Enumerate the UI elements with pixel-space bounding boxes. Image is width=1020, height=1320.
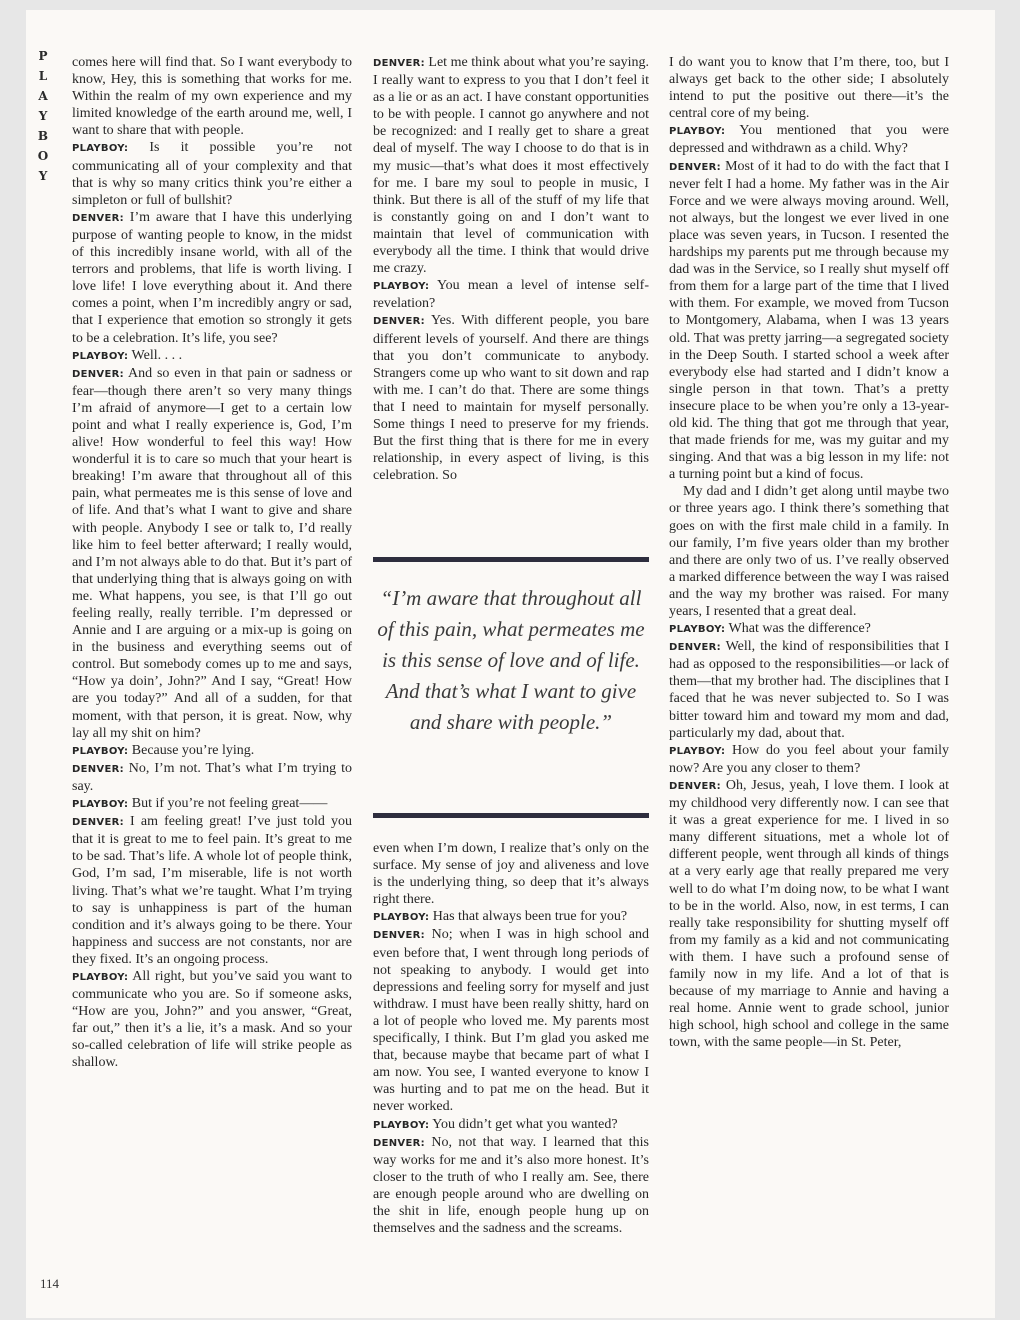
- speaker-label: DENVER:: [72, 212, 124, 224]
- magazine-page: [26, 10, 995, 1318]
- paragraph: [72, 347, 352, 365]
- speaker-label: PLAYBOY:: [72, 350, 129, 362]
- speaker-label: PLAYBOY:: [669, 745, 726, 757]
- paragraph: [72, 54, 352, 139]
- paragraph-text: You didn’t get what you wanted?: [429, 1116, 618, 1132]
- speaker-label: PLAYBOY:: [72, 799, 129, 811]
- text-column-3: [669, 54, 949, 1051]
- paragraph: [72, 742, 352, 760]
- paragraph-text: You mean a level of intense self-revelation?: [373, 278, 649, 312]
- speaker-label: PLAYBOY:: [669, 624, 726, 636]
- paragraph: [669, 54, 949, 122]
- paragraph: [669, 122, 949, 157]
- paragraph: [373, 312, 649, 484]
- text-column-2-top: [373, 54, 649, 484]
- paragraph-text: Because you’re lying.: [128, 742, 255, 758]
- speaker-label: PLAYBOY:: [373, 1119, 430, 1131]
- speaker-label: DENVER:: [72, 368, 124, 380]
- paragraph: [669, 158, 949, 484]
- paragraph-text: Has that always been true for you?: [429, 909, 628, 925]
- paragraph-text: How do you feel about your family now? Are you any closer to them?: [669, 742, 949, 776]
- masthead-letter: Y: [38, 169, 48, 183]
- paragraph: [669, 483, 949, 620]
- pull-quote: “I’m aware that throughout all of this pain, what permeates me is this sense of love and of life. And that’s what I want to give and share with people.”: [377, 586, 645, 734]
- paragraph: [373, 54, 649, 277]
- paragraph: [72, 139, 352, 208]
- paragraph-text: comes here will find that. So I want everybody to know, Hey, this is something that works for me. Within the realm of my own experience and my limited knowledge of the earth around me, well, I want to share that with people.: [72, 55, 352, 139]
- paragraph: [72, 795, 352, 813]
- paragraph: [669, 620, 949, 638]
- paragraph-text: All right, but you’ve said you want to communicate who you are. So if someone asks, “How are you, John?” and you answer, “Great, far out,” then it’s a lie, it’s a mask. And so your so-called celebration of life will strike people as shallow.: [72, 968, 352, 1071]
- paragraph-text: Well, the kind of responsibilities that I had as opposed to the responsibilities—or lack of them—that my brother had. The disciplines that I faced that he was never subjected to. So I was bitter toward him and toward my mom and dad, particularly my dad, about that.: [669, 639, 949, 741]
- masthead-letter: P: [38, 49, 48, 63]
- speaker-label: DENVER:: [373, 316, 425, 328]
- paragraph-text: Most of it had to do with the fact that I never felt I had a home. My father was in the Air Force and we were always moving around. Well, not always, but the longest we ever lived in one place was seven years, in Tucson. I resented the hardships my parents put me through because my dad was in the Service, so I really shut myself off from them for a large part of the time that I lived with them. For example, we moved from Tucson to Montgomery, Alabama, when I was 13 years old. That was pretty jarring—a segregated society in the Deep South. I started school a week after everybody else had started and I didn’t know a single person in that town. That’s a pretty insecure place to be when you’re only a 13-year-old kid. The thing that got me through that year, that made friends for me, was my guitar and my singing. And that was a big lesson in my life: not a turning point but a kind of focus.: [669, 158, 949, 483]
- masthead-letter: Y: [38, 109, 48, 123]
- paragraph: [373, 1116, 649, 1134]
- paragraph-text: I am feeling great! I’ve just told you that it is great to me to feel pain. It’s great to me to be sad. That’s life. A whole lot of people think, God, I’m sad, I’m miserable, life is not worth living. That’s what we’re taught. What I’m trying to say is unhappiness is part of the human condition and it’s always going to be there. Your happiness and success are not constants, nor are they fixed. It’s an ongoing process.: [72, 814, 352, 967]
- masthead-letter: B: [37, 129, 49, 143]
- paragraph: [669, 742, 949, 777]
- paragraph-text: But if you’re not feeling great——: [128, 796, 328, 812]
- page-number: 114: [40, 1276, 60, 1291]
- masthead-letter: L: [38, 69, 48, 83]
- pull-quote-rule-top: [373, 557, 649, 562]
- speaker-label: PLAYBOY:: [72, 971, 129, 983]
- paragraph-text: I do want you to know that I’m there, too, but I always get back to the other side; I absolutely intend to put the positive out there—it’s the central core of my being.: [669, 55, 949, 122]
- pull-quote-rule-bottom: [373, 813, 649, 818]
- paragraph: [669, 638, 949, 742]
- speaker-label: PLAYBOY:: [72, 745, 129, 757]
- text-column-2-bottom: [373, 840, 649, 1237]
- masthead-vertical: [36, 46, 50, 186]
- paragraph: [669, 777, 949, 1052]
- paragraph-text: And so even in that pain or sadness or fear—though there aren’t so very many things I’m afraid of anymore—I get to a certain low point and what I really experience is, God, I’m alive! How wonderful to feel this way! How wonderful it is to care so much that your heart is breaking! I’m aware that throughout all of this pain, what permeates me is this sense of love and of life. And that’s what I want to give and share with people. Anybody I see or talk to, I’d really like him to feel better afterward; I really would, and I’m not always able to do that. But it’s part of that underlying thing that is always going on with me. What happens, you see, is that I’ll go out feeling really, really terrible. I’m depressed or Annie and I are arguing or a mix-up is going on in the business and everything seems out of control. But somebody comes up to me and says, “How ya doin’, John?” And I say, “Great! How are you today?” And all of a sudden, for that moment, with that person, it is great. Now, why lay all my shit on him?: [72, 365, 352, 741]
- paragraph-text: Well. . . .: [128, 347, 183, 363]
- paragraph-text: No, not that way. I learned that this way works for me and it’s also more honest. It’s closer to the truth of who I really am. See, there are enough people around who are dwelling on the shit in life, enough people hung up on themselves and the sadness and the screams.: [373, 1134, 649, 1237]
- paragraph: [373, 840, 649, 908]
- text-column-1: [72, 54, 352, 1072]
- speaker-label: PLAYBOY:: [373, 912, 430, 924]
- paragraph-text: Is it possible you’re not communicating all of your complexity and that that is why so many critics think you’re either a simpleton or full of bullshit?: [72, 140, 352, 208]
- paragraph: [373, 926, 649, 1115]
- speaker-label: DENVER:: [669, 161, 721, 173]
- speaker-label: PLAYBOY:: [72, 143, 129, 155]
- paragraph-text: You mentioned that you were depressed and withdrawn as a child. Why?: [669, 123, 949, 157]
- paragraph-text: even when I’m down, I realize that’s only on the surface. My sense of joy and aliveness and love is the underlying thing, so deep that it’s always right there.: [373, 841, 649, 908]
- paragraph: [72, 365, 352, 742]
- masthead-letter: A: [38, 89, 48, 103]
- speaker-label: DENVER:: [72, 817, 124, 829]
- masthead-letter: O: [37, 149, 49, 163]
- speaker-label: DENVER:: [373, 1137, 425, 1149]
- pull-quote-block: [373, 557, 649, 821]
- paragraph-text: Oh, Jesus, yeah, I love them. I look at my childhood very differently now. I can see that it was a great experience for me. I lived in so many different situations, met a whole lot of different people, went through all kinds of things at a very early age that really prepared me very well to do what I’m doing now, to be what I want to be in the world. Also, now, in est terms, I can really take responsibility for shutting myself off from my family as a kid and not communicating with them. I have such a profound sense of family now in my life. And a lot of that is because of my marriage to Annie and having a real home. Annie went to grade school, junior high school, high school and college in the same town, with the same people—in St. Peter,: [669, 777, 949, 1051]
- paragraph-text: I’m aware that I have this underlying purpose of wanting people to know, in the midst of this incredibly insane world, with all of the terrors and problems, that life is worth living. I love life! I love everything about it. And there comes a point, when I’m incredibly angry or sad, that I experience that emotion so strongly it gets to be a celebration. It’s life, you see?: [72, 209, 352, 346]
- paragraph-text: My dad and I didn’t get along until maybe two or three years ago. I think there’s something that goes on with the first male child in a family. In our family, I’m five years older than my brother and there are only two of us. I’ve really observed a marked difference between the way I was raised and the way my brother was raised. For many years, I resented that a great deal.: [669, 484, 949, 619]
- paragraph-text: What was the difference?: [725, 621, 871, 637]
- speaker-label: PLAYBOY:: [669, 126, 726, 138]
- paragraph: [373, 908, 649, 926]
- speaker-label: DENVER:: [72, 763, 124, 775]
- speaker-label: PLAYBOY:: [373, 281, 430, 293]
- speaker-label: DENVER:: [373, 58, 425, 69]
- speaker-label: DENVER:: [373, 930, 425, 942]
- paragraph-text: Yes. With different people, you bare different levels of yourself. And there are things that you don’t communicate to anybody. Strangers come up who want to sit down and rap with me. I can’t do that. There are some things that I need to maintain for myself personally. Some things I need to preserve for my friends. But the first thing that is there for me in every relationship, in every aspect of living, is this celebration. So: [373, 313, 649, 484]
- paragraph: [72, 968, 352, 1072]
- paragraph: [373, 277, 649, 312]
- paragraph-text: No; when I was in high school and even before that, I went through long periods of not speaking to anybody. I would get into depressions and feeling sorry for myself and just withdraw. I must have been really shitty, hard on a lot of people who loved me. My parents most specifically, I think. But I’m glad you asked me that, because maybe that became part of what I am now. You see, I wanted everyone to know I was hurting and to pat me on the head. But it never worked.: [373, 927, 649, 1115]
- paragraph-text: Let me think about what you’re saying. I really want to express to you that I don’t feel it as a lie or as an act. I have constant opportunities to be with people. I cannot go anywhere and not be recognized: and I really get to share a great deal of myself. The way I choose to do that is in my music—that’s what does it most effectively for me. I bare my soul to people in music, I think. But there is all of the stuff of my life that is constantly going on and I don’t want to maintain that level of communication with everybody all the time. I think that would drive me crazy.: [373, 55, 649, 277]
- paragraph: [373, 1134, 649, 1238]
- speaker-label: DENVER:: [669, 642, 721, 654]
- paragraph: [72, 760, 352, 795]
- paragraph-text: No, I’m not. That’s what I’m trying to say.: [72, 760, 352, 794]
- paragraph: [72, 813, 352, 968]
- speaker-label: DENVER:: [669, 780, 721, 792]
- paragraph: [72, 209, 352, 347]
